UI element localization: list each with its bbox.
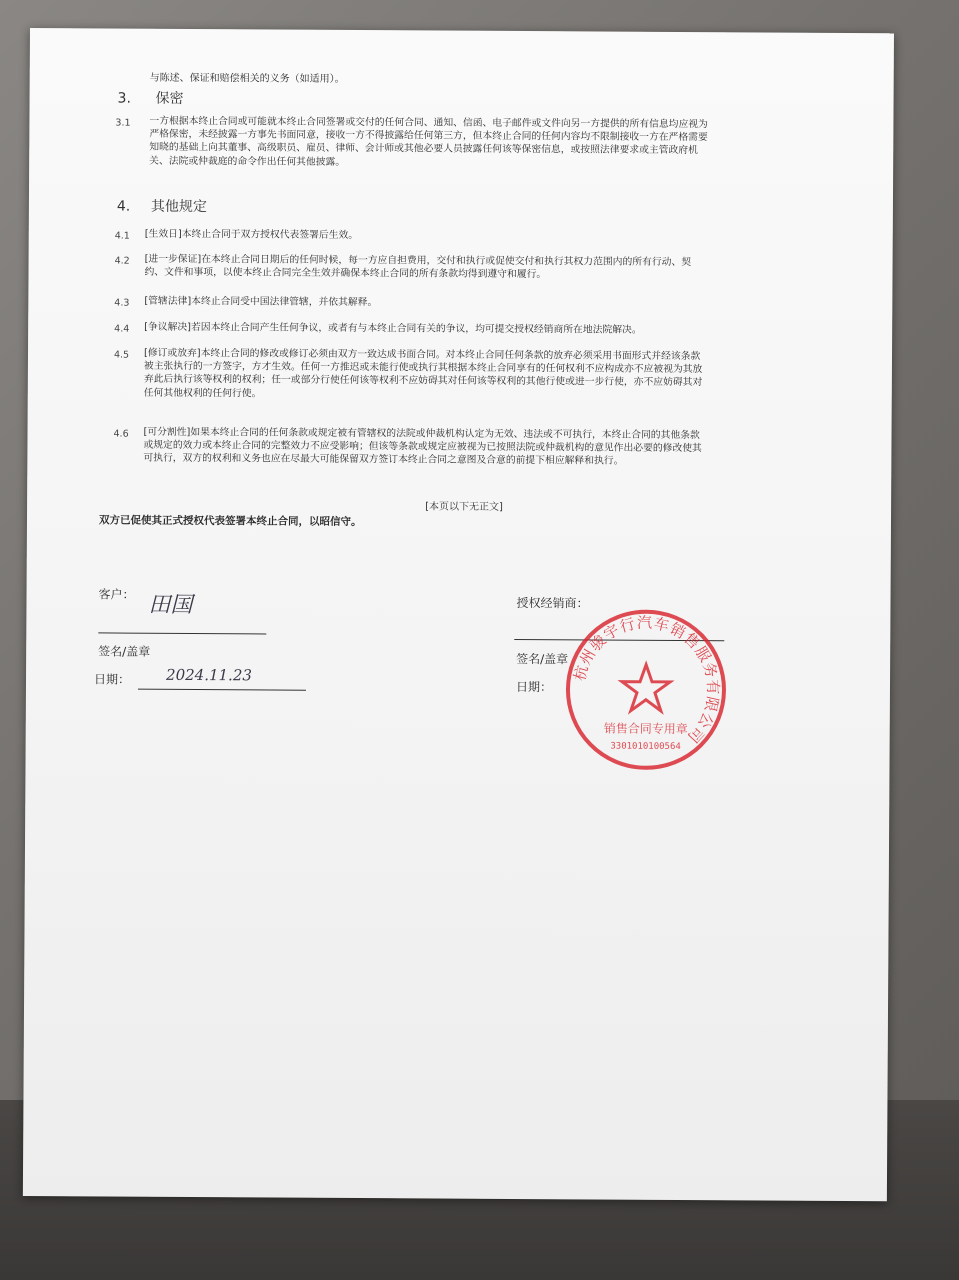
clause-4-6-line: 或规定的效力或本终止合同的完整效力不应受影响；但该等条款或规定应被视为已按照法院或仲裁机构的意见作出必要的修改使其 — [143, 439, 702, 455]
dealer-label: 授权经销商： — [516, 595, 589, 611]
seal-code: 3301010100564 — [610, 741, 681, 752]
customer-label: 客户： — [98, 587, 135, 602]
clause-4-2-line: [进一步保证]在本终止合同日期后的任何时候，每一方应自担费用，交付和执行或促使交付和执行其权力范围内的所有行动、契 — [144, 253, 692, 269]
witness-clause: 双方已促使其正式授权代表签署本终止合同，以昭信守。 — [98, 514, 362, 529]
clause-4-3-line: [管辖法律]本终止合同受中国法律管辖，并依其解释。 — [144, 295, 378, 309]
clause-4-1-number: 4.1 — [114, 230, 130, 242]
clause-4-3-number: 4.3 — [114, 297, 130, 309]
no-more-text-note: [本页以下无正文] — [425, 501, 503, 513]
clause-3-1-line: 关、法院或仲裁庭的命令作出任何其他披露。 — [149, 155, 346, 168]
clause-4-5-text — [144, 347, 703, 403]
clause-3-1-line: 严格保密，未经披露一方事先书面同意，接收一方不得披露给任何第三方，但本终止合同的任何内容均不限制接收一方在严格需要 — [149, 128, 708, 144]
clause-4-6-line: [可分割性]如果本终止合同的任何条款或规定被有管辖权的法院或仲裁机构认定为无效、违法或不可执行，本终止合同的其他条款 — [143, 426, 700, 442]
clause-4-5-number: 4.5 — [113, 349, 130, 361]
section-4-title: 其他规定 — [150, 198, 207, 216]
clause-4-4-line: [争议解决]若因本终止合同产生任何争议，或者有与本终止合同有关的争议，均可提交授权经销商所在地法院解决。 — [144, 321, 642, 336]
clause-4-6-line: 可执行，双方的权利和义务也应在尽最大可能保留双方签订本终止合同之意图及合意的前提下相应解释和执行。 — [143, 453, 624, 468]
seal-inner-text: 销售合同专用章 — [603, 721, 688, 737]
section-3-number: 3. — [117, 90, 131, 107]
clause-3-1-line: 一方根据本终止合同或可能就本终止合同签署或交付的任何合同、通知、信函、电子邮件或文件向另一方提供的所有信息均应视为 — [149, 115, 708, 131]
seal-ring-text: 杭州骏宇行汽车销售服务有限公司 — [570, 613, 723, 747]
intro-line: 与陈述、保证和赔偿相关的义务（如适用）。 — [149, 72, 345, 85]
dealer-sign-label: 签名/盖章 — [516, 651, 569, 667]
customer-date-line — [138, 689, 306, 691]
clause-3-1-text — [149, 115, 708, 171]
section-4-number: 4. — [116, 198, 131, 215]
clause-4-5-line: 弃此后执行该等权利的权利；任一或部分行使任何该等权利不应妨碍其对任何该等权利的其他行使或进一步行使，亦不应妨碍其对 — [143, 374, 703, 389]
customer-signature-line — [98, 632, 266, 634]
clause-3-1-line: 知晓的基础上向其董事、高级职员、雇员、律师、会计师或其他必要人员披露任何该等保密信息，或按照法律要求或主管政府机 — [149, 142, 698, 157]
customer-date-handwritten: 2024.11.23 — [165, 665, 252, 685]
company-seal-stamp — [560, 604, 731, 775]
clause-4-5-line: [修订或放弃]本终止合同的修改或修订必须由双方一致达成书面合同。对本终止合同任何条款的放弃必须采用书面形式并经该条款 — [143, 347, 701, 363]
customer-handwritten-signature: 田国 — [148, 592, 193, 619]
dealer-date-label: 日期： — [515, 679, 553, 695]
section-3-title: 保密 — [155, 90, 184, 107]
customer-sign-label: 签名/盖章 — [98, 644, 151, 659]
clause-4-5-line: 被主张执行的一方签字，方才生效。任何一方推迟或未能行使或执行其根据本终止合同享有的任何权利不应构成亦不应被视为其放 — [143, 360, 703, 376]
clause-4-4-text — [144, 321, 642, 337]
paper-sheet — [23, 28, 894, 1201]
clause-4-6-text — [143, 426, 702, 469]
clause-4-1-line: [生效日]本终止合同于双方授权代表签署后生效。 — [144, 228, 359, 242]
clause-4-5-line: 任何其他权利的任何行使。 — [143, 387, 262, 400]
clause-3-1-number: 3.1 — [115, 117, 131, 129]
clause-4-2-line: 约、文件和事项，以使本终止合同完全生效并确保本终止合同的所有条款均得到遵守和履行。 — [144, 266, 547, 281]
clause-4-1-text — [145, 228, 358, 243]
clause-4-6-number: 4.6 — [113, 428, 129, 440]
customer-date-label: 日期： — [93, 672, 131, 687]
clause-4-2-text — [144, 253, 691, 283]
clause-4-4-number: 4.4 — [114, 323, 130, 335]
clause-4-3-text — [144, 295, 377, 310]
clause-4-2-number: 4.2 — [114, 255, 130, 267]
seal-star-icon — [622, 665, 670, 711]
